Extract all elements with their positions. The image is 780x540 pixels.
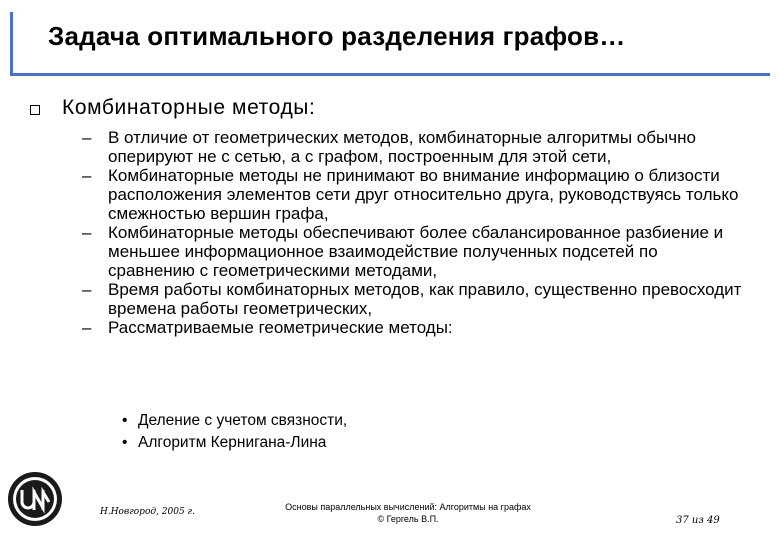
list-item <box>122 410 347 432</box>
dot-marker: • <box>122 434 128 451</box>
dash-marker: – <box>82 280 92 299</box>
dash-marker: – <box>82 166 92 185</box>
list-item <box>82 128 742 166</box>
slide-title: Задача оптимального разделения графов… <box>48 21 626 51</box>
main-bullet <box>30 96 315 120</box>
dash-marker: – <box>82 128 92 147</box>
list-item-text: Комбинаторные методы обеспечивают более сбалансированное разбиение и меньшее информационное взаимодействие полученных подсетей по сравнению с геометрическими методами, <box>108 223 724 280</box>
square-bullet-icon <box>30 105 40 115</box>
list-item-text: Деление с учетом связности, <box>138 412 348 429</box>
list-item-text: Алгоритм Кернигана-Лина <box>138 434 327 451</box>
sub-bullet-list <box>82 128 742 337</box>
page-number: 37 из 49 <box>676 515 720 526</box>
main-bullet-text: Комбинаторные методы: <box>62 96 316 119</box>
footer-course-title: Основы параллельных вычислений: Алгоритмы на графах <box>285 502 531 512</box>
list-item-text: Комбинаторные методы не принимают во внимание информацию о близости расположения элементов сети друг относительно друга, руководствуясь только смежностью вершин графа, <box>108 166 739 223</box>
list-item <box>82 318 742 337</box>
footer-location-date: Н.Новгород, 2005 г. <box>100 507 195 517</box>
footer-author: © Гергель В.П. <box>377 514 439 524</box>
list-item <box>82 280 742 318</box>
dash-marker: – <box>82 223 92 242</box>
dot-marker: • <box>122 412 128 429</box>
list-item-text: В отличие от геометрических методов, комбинаторные алгоритмы обычно оперируют не с сетью, а с графом, построенным для этой сети, <box>108 128 696 166</box>
list-item <box>82 166 742 223</box>
list-item-text: Рассматриваемые геометрические методы: <box>108 318 453 337</box>
dash-marker: – <box>82 318 92 337</box>
list-item <box>122 432 347 454</box>
unn-logo-icon <box>6 470 64 528</box>
footer-course <box>258 501 558 525</box>
list-item <box>82 223 742 280</box>
sub-sub-bullet-list <box>122 410 347 454</box>
list-item-text: Время работы комбинаторных методов, как правило, существенно превосходит времена работы геометрических, <box>108 280 742 318</box>
